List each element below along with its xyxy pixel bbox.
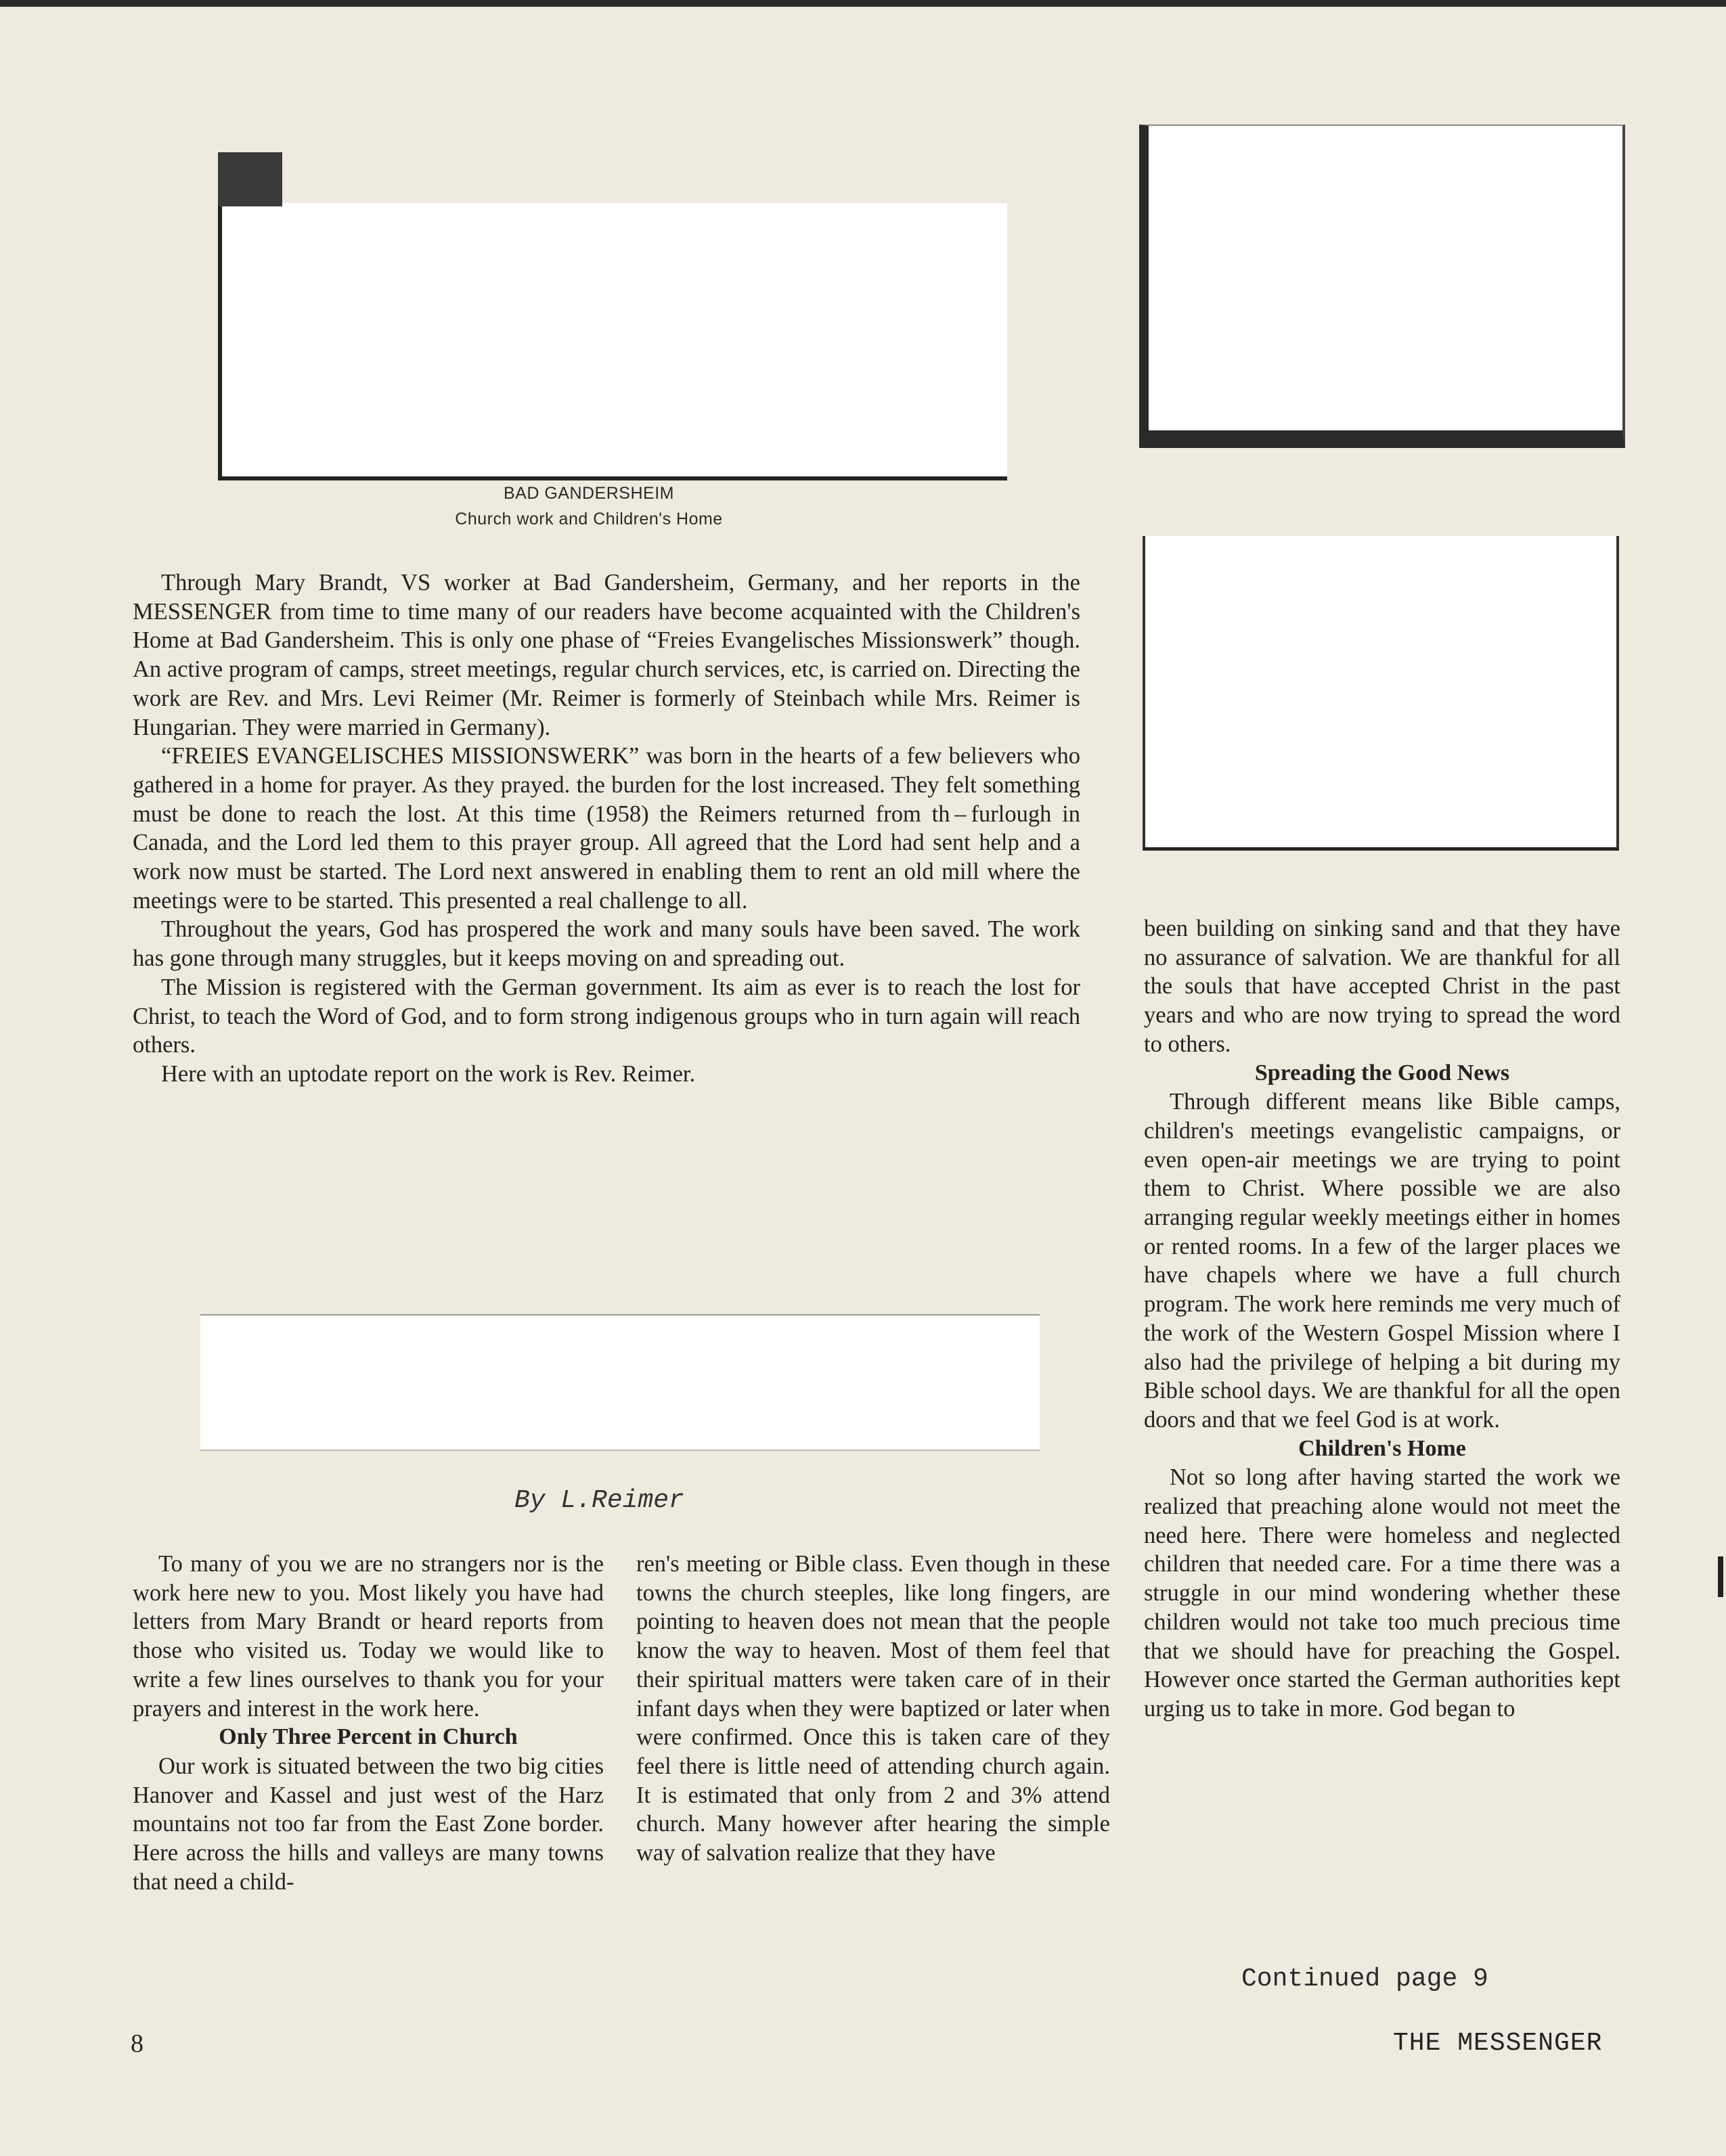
article-paragraph: ren's meeting or Bible class. Even though in these towns the church steeples, like long fingers, are pointing to heaven does not mean that the people know the way to heaven. Most of them feel that their spiritual matters were taken care of in their infant days when they were baptized or later when were confirmed. Once this is taken care of they feel there is little need of attending church again. It is estimated that only from 2 and 3% attend church. Many however after hearing the simple way of salvation realize that they have (636, 1551, 1110, 1866)
photo-caption-title: BAD GANDERSHEIM (504, 484, 674, 503)
photo-caption-subtitle: Church work and Children's Home (455, 510, 723, 529)
intro-text (133, 568, 1080, 1089)
article-column-3 (1144, 914, 1620, 1724)
intro-paragraph: Here with an uptodate report on the work is Rev. Reimer. (161, 1060, 696, 1087)
page-number: 8 (131, 2029, 143, 2058)
top-edge-border (0, 0, 1726, 7)
publication-name: THE MESSENGER (1393, 2029, 1603, 2058)
section-heading: Spreading the Good News (1254, 1060, 1510, 1085)
article-paragraph: Our work is situated between the two big cities Hanover and Kassel and just west of the Harz mountains not too far from the East Zone border. Here across the hills and valleys are many towns that need a child- (133, 1753, 604, 1895)
byline: By L.Reimer (514, 1486, 684, 1515)
article-paragraph: To many of you we are no strangers nor is the work here new to you. Most likely you have had letters from Mary Brandt or heard reports from those who visited us. Today we would like to write a few lines ourselves to thank you for your prayers and interest in the work here. (133, 1551, 604, 1722)
article-paragraph: been building on sinking sand and that they have no assurance of salvation. We are thankful for all the souls that have accepted Christ in the past years and who are now trying to spread the word to others. (1144, 916, 1620, 1057)
photo-1-top-shadow (218, 152, 282, 206)
section-heading: Children's Home (1298, 1435, 1466, 1461)
middle-right-photo (1143, 536, 1619, 851)
continued-notice: Continued page 9 (1241, 1964, 1488, 1994)
top-right-photo (1139, 125, 1625, 448)
intro-paragraph: The Mission is registered with the German government. Its aim as ever is to reach the lost for Christ, to teach the Word of God, and to form strong indigenous groups who in turn again will reach others. (133, 974, 1080, 1058)
church-and-childrens-home-photo (218, 203, 1007, 480)
intro-paragraph: Throughout the years, God has prospered the work and many souls have been saved. The work has gone through many struggles, but it keeps moving on and spreading out. (133, 916, 1080, 972)
section-heading: Only Three Percent in Church (219, 1724, 518, 1750)
title-banner-image (200, 1314, 1040, 1451)
article-paragraph: Not so long after having started the work we realized that preaching alone would not meet the need here. There were homeless and neglected children that needed care. For a time there was a struggle in our mind wondering whether these children would not take too much precious time that we should have for preaching the Gospel. However once started the German authorities kept urging us to take in more. God began to (1144, 1464, 1620, 1722)
right-edge-mark (1718, 1556, 1723, 1597)
article-column-1 (133, 1550, 604, 1896)
article-paragraph: Through different means like Bible camps, children's meetings evangelistic campaigns, or even open-air meetings we are trying to point them to Christ. Where possible we are also arranging regular weekly meetings either in homes or rented rooms. In a few of the larger places we have chapels where we have a full church program. The work here reminds me very much of the work of the Western Gospel Mission where I also had the privilege of helping a bit during my Bible school days. We are thankful for all the open doors and that we feel God is at work. (1144, 1089, 1620, 1433)
intro-paragraph: “FREIES EVANGELISCHES MISSIONSWERK” was born in the hearts of a few believers who gathered in a home for prayer. As they prayed. the burden for the lost increased. They felt something must be done to reach the lost. At this time (1958) the Reimers returned from th – furlough in Canada, and the Lord led them to this prayer group. All agreed that the Lord had sent help and a work now must be started. The Lord next answered in enabling them to rent an old mill where the meetings were to be started. This presented a real challenge to all. (133, 743, 1080, 914)
article-column-2 (636, 1550, 1110, 1868)
intro-paragraph: Through Mary Brandt, VS worker at Bad Gandersheim, Germany, and her reports in the MESSENGER from time to time many of our readers have become acquainted with the Children's Home at Bad Gandersheim. This is only one phase of “Freies Evangelisches Missionswerk” though. An active program of camps, street meetings, regular church services, etc, is carried on. Directing the work are Rev. and Mrs. Levi Reimer (Mr. Reimer is formerly of Steinbach while Mrs. Reimer is Hungarian. They were married in Germany). (133, 570, 1080, 740)
